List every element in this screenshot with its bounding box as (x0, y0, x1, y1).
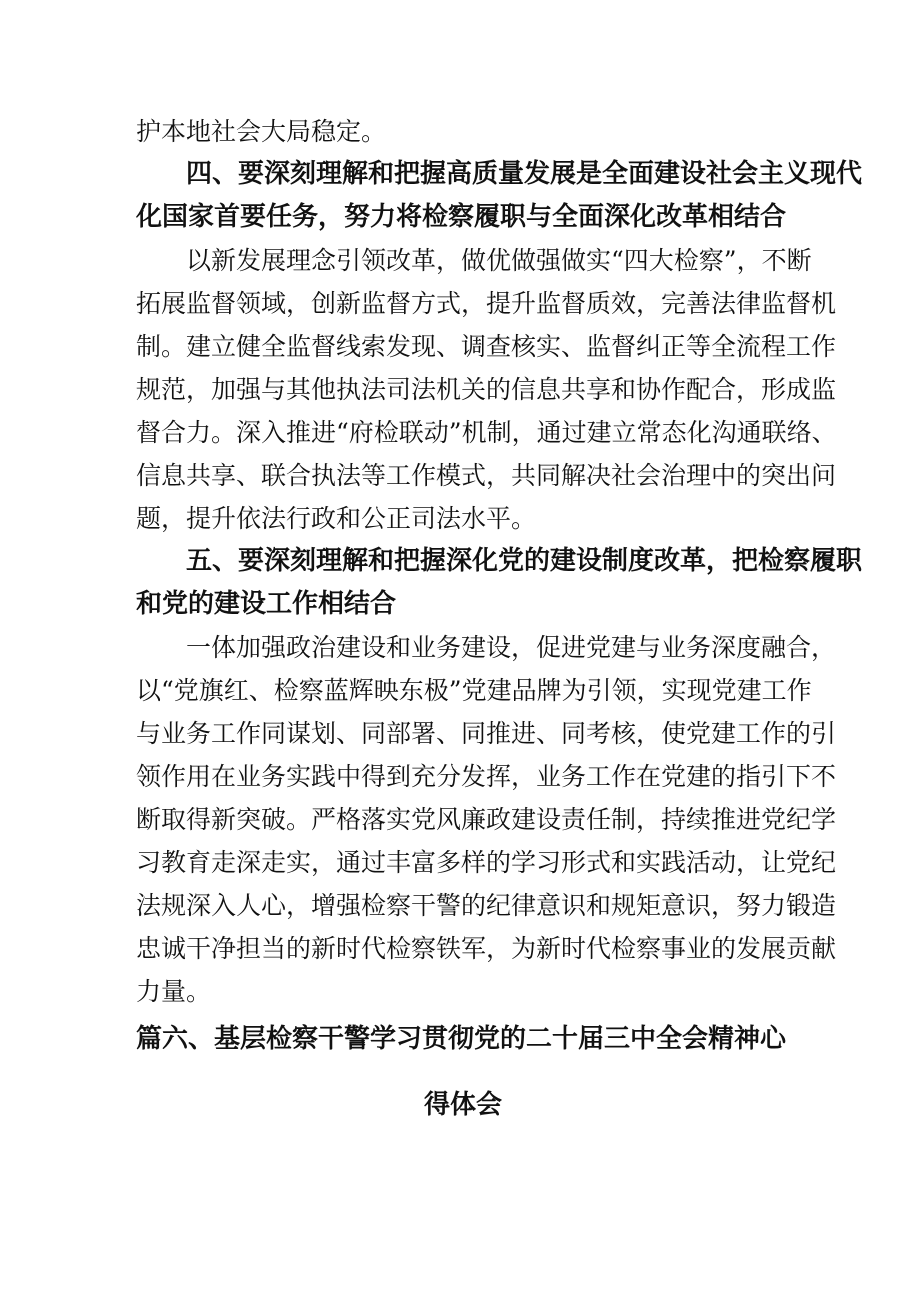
heading-line: 五、要深刻理解和把握深化党的建设制度改革，把检察履职 (186, 546, 863, 576)
article-title (136, 1017, 790, 1127)
text-line: 以新发展理念引领改革，做优做强做实“四大检察”，不断 (186, 246, 812, 275)
text-line: 督合力。深入推进“府检联动”机制，通过建立常态化沟通联络、 (136, 418, 837, 447)
text-line: 信息共享、联合执法等工作模式，共同解决社会治理中的突出问 (136, 461, 837, 490)
text-line: 题，提升依法行政和公正司法水平。 (136, 504, 537, 533)
section-heading-5 (136, 540, 863, 626)
paragraph-section-5 (136, 626, 837, 1013)
text-line: 断取得新突破。严格落实党风廉政建设责任制，持续推进党纪学 (136, 805, 837, 834)
title-line: 篇六、基层检察干警学习贯彻党的二十届三中全会精神心 (136, 1024, 787, 1054)
heading-line: 四、要深刻理解和把握高质量发展是全面建设社会主义现代 (186, 159, 863, 189)
text-line: 领作用在业务实践中得到充分发挥，业务工作在党建的指引下不 (136, 762, 837, 791)
text-line: 忠诚干净担当的新时代检察铁军，为新时代检察事业的发展贡献 (136, 934, 837, 963)
paragraph-continuation (136, 110, 790, 153)
heading-line: 化国家首要任务，努力将检察履职与全面深化改革相结合 (136, 202, 787, 232)
text-line: 与业务工作同谋划、同部署、同推进、同考核，使党建工作的引 (136, 719, 837, 748)
title-line: 得体会 (423, 1090, 502, 1120)
paragraph-section-4 (136, 239, 837, 540)
text-line: 护本地社会大局稳定。 (136, 117, 387, 146)
text-line: 法规深入人心，增强检察干警的纪律意识和规矩意识，努力锻造 (136, 891, 837, 920)
text-line: 制。建立健全监督线索发现、调查核实、监督纠正等全流程工作 (136, 332, 837, 361)
text-line: 拓展监督领域，创新监督方式，提升监督质效，完善法律监督机 (136, 289, 837, 318)
text-line: 力量。 (136, 977, 212, 1006)
heading-line: 和党的建设工作相结合 (136, 589, 397, 619)
text-line: 习教育走深走实，通过丰富多样的学习形式和实践活动，让党纪 (136, 848, 837, 877)
section-heading-4 (136, 153, 863, 239)
text-line: 一体加强政治建设和业务建设，促进党建与业务深度融合， (186, 633, 837, 662)
text-line: 规范，加强与其他执法司法机关的信息共享和协作配合，形成监 (136, 375, 837, 404)
text-line: 以“党旗红、检察蓝辉映东极”党建品牌为引领，实现党建工作 (136, 676, 812, 705)
